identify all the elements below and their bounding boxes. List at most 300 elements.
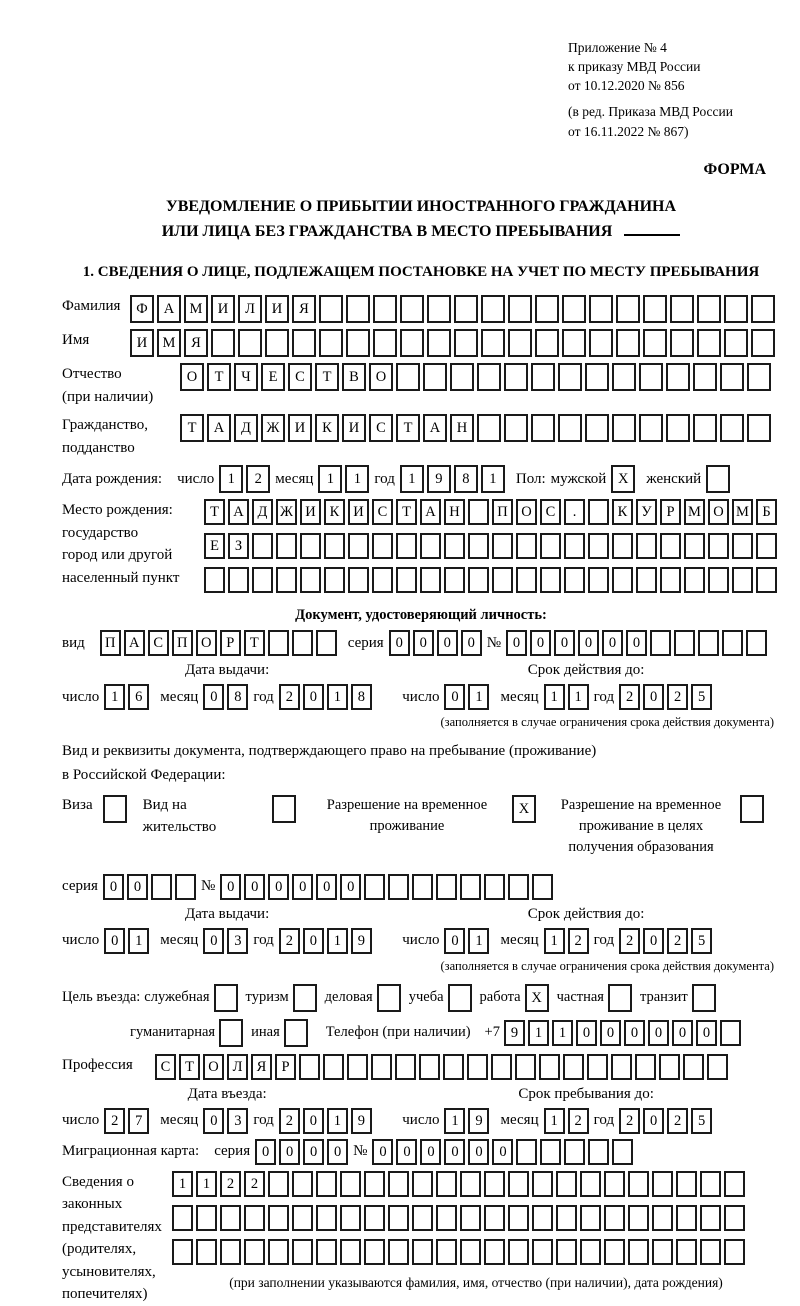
char-box (388, 1239, 409, 1265)
purpose-transit-checkbox[interactable] (692, 984, 716, 1012)
purpose-private-checkbox[interactable] (608, 984, 632, 1012)
birth-place-boxes (204, 499, 780, 601)
char-box: 0 (396, 1139, 417, 1165)
day-label: число (402, 688, 440, 705)
series-label: серия (214, 1143, 251, 1160)
char-box: 1 (468, 928, 489, 954)
char-box (211, 329, 235, 357)
char-box (558, 363, 582, 391)
char-box (612, 1139, 633, 1165)
representatives-label-line: попечителях) (62, 1286, 148, 1303)
year-label: год (593, 1112, 615, 1129)
day-label: число (402, 932, 440, 949)
birth-month-boxes[interactable] (318, 465, 369, 493)
representatives-boxes-row1[interactable] (172, 1171, 745, 1197)
char-box (412, 874, 433, 900)
appendix-line: от 10.12.2020 № 856 (568, 78, 685, 94)
char-box (516, 567, 537, 593)
char-box (292, 1205, 313, 1231)
appendix-line: к приказу МВД России (568, 59, 701, 75)
birth-year-boxes[interactable] (400, 465, 505, 493)
migration-number-boxes[interactable] (372, 1139, 633, 1165)
representatives-label-line: законных (62, 1196, 123, 1213)
char-box (427, 295, 451, 323)
purpose-private-label: частная (556, 989, 604, 1006)
char-box: Т (396, 414, 420, 442)
char-box (628, 1171, 649, 1197)
identity-doc-row (62, 630, 780, 656)
char-box: 2 (619, 928, 640, 954)
residence-doc-options (62, 795, 780, 858)
identity-expiry-day-boxes[interactable] (444, 684, 489, 710)
char-box: К (324, 499, 345, 525)
identity-expiry-month-boxes[interactable] (544, 684, 589, 710)
representatives-row (62, 1171, 780, 1306)
char-box (508, 1171, 529, 1197)
char-box (400, 329, 424, 357)
char-box: С (288, 363, 312, 391)
char-box: К (315, 414, 339, 442)
char-box: Л (238, 295, 262, 323)
visa-checkbox[interactable] (103, 795, 127, 823)
char-box: 9 (427, 465, 451, 493)
char-box (388, 1205, 409, 1231)
identity-issue-month-boxes[interactable] (203, 684, 248, 710)
char-box: 2 (667, 684, 688, 710)
char-box (635, 1054, 656, 1080)
migration-series-boxes[interactable] (255, 1139, 348, 1165)
char-box: И (348, 499, 369, 525)
char-box (508, 1239, 529, 1265)
identity-issue-year-boxes[interactable] (279, 684, 372, 710)
purpose-work-label: работа (479, 989, 521, 1006)
char-box (707, 1054, 728, 1080)
char-box: 0 (104, 928, 125, 954)
char-box (747, 414, 771, 442)
residence-permit-checkbox[interactable] (272, 795, 296, 823)
month-label: месяц (160, 932, 199, 949)
char-box (587, 1054, 608, 1080)
char-box: 0 (303, 928, 324, 954)
representatives-label-line: усыновителях, (62, 1263, 156, 1280)
char-box (268, 1239, 289, 1265)
char-box (323, 1054, 344, 1080)
residence-expiry-month-boxes[interactable] (544, 928, 589, 954)
temp-residence-label: Разрешение на временное проживание (326, 796, 488, 834)
stay-until-heading: Срок пребывания до: (518, 1085, 654, 1102)
char-box (436, 1205, 457, 1231)
char-box: Н (450, 414, 474, 442)
stay-until-date (392, 1108, 780, 1134)
identity-issue-day-boxes[interactable] (104, 684, 149, 710)
char-box (720, 363, 744, 391)
char-box: П (492, 499, 513, 525)
char-box (636, 567, 657, 593)
residence-issue-day-boxes[interactable] (104, 928, 149, 954)
char-box: 0 (576, 1020, 597, 1046)
visa-label: Виза (62, 796, 93, 813)
char-box: 0 (372, 1139, 393, 1165)
birth-day-boxes[interactable] (219, 465, 270, 493)
identity-series-boxes[interactable] (389, 630, 482, 656)
identity-doc-heading: Документ, удостоверяющий личность: (295, 607, 547, 624)
citizenship-label (62, 414, 180, 459)
char-box: 1 (528, 1020, 549, 1046)
char-box: 0 (220, 874, 241, 900)
char-box: Ф (130, 295, 154, 323)
char-box: 0 (461, 630, 482, 656)
char-box (276, 533, 297, 559)
char-box (676, 1205, 697, 1231)
char-box (611, 1054, 632, 1080)
char-box: 5 (691, 928, 712, 954)
char-box (660, 567, 681, 593)
residence-series-boxes[interactable] (103, 874, 196, 900)
char-box: Р (660, 499, 681, 525)
char-box (316, 1239, 337, 1265)
char-box (412, 1239, 433, 1265)
char-box (252, 567, 273, 593)
char-box (756, 567, 777, 593)
char-box (484, 1239, 505, 1265)
char-box (420, 567, 441, 593)
char-box: М (732, 499, 753, 525)
month-label: месяц (160, 688, 199, 705)
identity-number-boxes[interactable] (506, 630, 767, 656)
residence-expiry-year-boxes[interactable] (619, 928, 712, 954)
char-box (652, 1205, 673, 1231)
expiry-date-heading: Срок действия до: (527, 905, 645, 922)
phone-prefix: +7 (484, 1024, 500, 1041)
char-box (395, 1054, 416, 1080)
char-box: 0 (643, 928, 664, 954)
char-box: 2 (667, 928, 688, 954)
residence-expiry-day-boxes[interactable] (444, 928, 489, 954)
char-box (732, 567, 753, 593)
char-box: 0 (413, 630, 434, 656)
char-box (751, 329, 775, 357)
char-box: Р (275, 1054, 296, 1080)
title-number-blank[interactable] (624, 221, 680, 236)
char-box: 7 (128, 1108, 149, 1134)
char-box (300, 567, 321, 593)
char-box (276, 567, 297, 593)
char-box (652, 1171, 673, 1197)
char-box: М (184, 295, 208, 323)
char-box (172, 1205, 193, 1231)
char-box (396, 533, 417, 559)
stay-day-boxes[interactable] (444, 1108, 489, 1134)
char-box: 0 (327, 1139, 348, 1165)
char-box (532, 1171, 553, 1197)
char-box: 9 (468, 1108, 489, 1134)
day-label: число (177, 470, 215, 487)
form-title-line1: УВЕДОМЛЕНИЕ О ПРИБЫТИИ ИНОСТРАННОГО ГРАЖДАНИНА (165, 197, 677, 215)
char-box (151, 874, 172, 900)
identity-kind-label: вид (62, 634, 85, 651)
char-box: З (228, 533, 249, 559)
char-box: 2 (104, 1108, 125, 1134)
char-box: 0 (303, 1139, 324, 1165)
char-box (477, 363, 501, 391)
char-box: 2 (619, 684, 640, 710)
char-box (589, 329, 613, 357)
char-box (346, 329, 370, 357)
birth-place-label-line: Место рождения: (62, 502, 173, 519)
char-box (450, 363, 474, 391)
char-box (252, 533, 273, 559)
entry-date-heading: Дата въезда: (187, 1085, 267, 1102)
number-label: № (200, 878, 216, 895)
char-box: 8 (454, 465, 478, 493)
char-box: 2 (279, 928, 300, 954)
sex-label: Пол: (515, 470, 546, 487)
char-box: 1 (400, 465, 424, 493)
char-box (228, 567, 249, 593)
month-label: месяц (275, 470, 314, 487)
char-box: 3 (227, 1108, 248, 1134)
char-box: Е (204, 533, 225, 559)
char-box: 0 (255, 1139, 276, 1165)
char-box: 0 (602, 630, 623, 656)
char-box: 0 (340, 874, 361, 900)
char-box (268, 1171, 289, 1197)
sex-male-checkbox[interactable]: X (611, 465, 635, 493)
section1-heading: 1. СВЕДЕНИЯ О ЛИЦЕ, ПОДЛЕЖАЩЕМ ПОСТАНОВКЕ НА УЧЕТ ПО МЕСТУ ПРЕБЫВАНИЯ (82, 264, 760, 281)
revision-line: (в ред. Приказа МВД России (568, 104, 733, 120)
char-box (468, 533, 489, 559)
temp-residence-edu-checkbox[interactable] (740, 795, 764, 823)
char-box (516, 1139, 537, 1165)
representatives-boxes-row2[interactable] (172, 1205, 745, 1231)
char-box (540, 567, 561, 593)
month-label: месяц (500, 688, 539, 705)
char-box (636, 533, 657, 559)
char-box: В (342, 363, 366, 391)
char-box (373, 295, 397, 323)
char-box (508, 1205, 529, 1231)
birth-place-boxes-row1[interactable] (204, 499, 777, 525)
char-box (604, 1171, 625, 1197)
char-box: С (148, 630, 169, 656)
char-box: 1 (327, 684, 348, 710)
citizenship-boxes[interactable] (180, 414, 771, 442)
char-box: 0 (203, 684, 224, 710)
char-box (700, 1171, 721, 1197)
char-box (372, 533, 393, 559)
entry-month-boxes[interactable] (203, 1108, 248, 1134)
char-box (670, 295, 694, 323)
char-box: С (369, 414, 393, 442)
char-box: 3 (227, 928, 248, 954)
number-label: № (353, 1143, 368, 1160)
purpose-work-checkbox[interactable]: X (525, 984, 549, 1012)
profession-row (62, 1054, 780, 1080)
char-box (340, 1171, 361, 1197)
char-box (532, 1205, 553, 1231)
birth-place-label-line: государство (62, 524, 139, 541)
char-box (419, 1054, 440, 1080)
char-box: 0 (696, 1020, 717, 1046)
char-box (676, 1171, 697, 1197)
sex-female-checkbox[interactable] (706, 465, 730, 493)
char-box (659, 1054, 680, 1080)
profession-boxes[interactable] (155, 1054, 728, 1080)
purpose-humanitarian-checkbox[interactable] (219, 1019, 243, 1047)
char-box: 1 (219, 465, 243, 493)
char-box (684, 533, 705, 559)
char-box: Р (220, 630, 241, 656)
purpose-study-checkbox[interactable] (448, 984, 472, 1012)
char-box: 2 (246, 465, 270, 493)
purpose-other-checkbox[interactable] (284, 1019, 308, 1047)
char-box (585, 363, 609, 391)
char-box: М (157, 329, 181, 357)
series-label: серия (62, 878, 98, 895)
char-box: Д (234, 414, 258, 442)
char-box: 8 (351, 684, 372, 710)
char-box: 1 (327, 1108, 348, 1134)
patronymic-label-line1: Отчество (62, 366, 122, 383)
patronymic-row (62, 363, 780, 408)
char-box (396, 363, 420, 391)
char-box (532, 874, 553, 900)
char-box (412, 1171, 433, 1197)
purpose-tourism-checkbox[interactable] (293, 984, 317, 1012)
birth-place-boxes-row3[interactable] (204, 567, 777, 593)
char-box (746, 630, 767, 656)
char-box (515, 1054, 536, 1080)
temp-residence-checkbox[interactable]: X (512, 795, 536, 823)
char-box: 1 (544, 928, 565, 954)
char-box (535, 329, 559, 357)
char-box: И (300, 499, 321, 525)
purpose-official-checkbox[interactable] (214, 984, 238, 1012)
char-box: 9 (351, 1108, 372, 1134)
char-box: Я (251, 1054, 272, 1080)
char-box (196, 1239, 217, 1265)
year-label: год (253, 932, 274, 949)
char-box (588, 499, 609, 525)
char-box: И (211, 295, 235, 323)
given-name-boxes[interactable] (130, 329, 775, 357)
char-box: 2 (619, 1108, 640, 1134)
char-box (612, 414, 636, 442)
purpose-row-2 (130, 1019, 780, 1047)
year-label: год (253, 688, 274, 705)
char-box: 1 (568, 684, 589, 710)
char-box (268, 630, 289, 656)
birth-place-boxes-row2[interactable] (204, 533, 777, 559)
char-box (484, 1171, 505, 1197)
patronymic-label (62, 363, 180, 408)
residence-expiry-date (392, 928, 780, 954)
char-box (436, 1239, 457, 1265)
char-box: 0 (203, 1108, 224, 1134)
residence-issue-year-boxes[interactable] (279, 928, 372, 954)
char-box (454, 329, 478, 357)
char-box (580, 1239, 601, 1265)
purpose-business-checkbox[interactable] (377, 984, 401, 1012)
char-box (652, 1239, 673, 1265)
char-box (539, 1054, 560, 1080)
char-box (443, 1054, 464, 1080)
entry-day-boxes[interactable] (104, 1108, 149, 1134)
birth-place-row (62, 499, 780, 601)
char-box (388, 1171, 409, 1197)
day-label: число (62, 932, 100, 949)
char-box (724, 1205, 745, 1231)
char-box (292, 630, 313, 656)
char-box: 0 (506, 630, 527, 656)
char-box (684, 567, 705, 593)
char-box: 0 (103, 874, 124, 900)
patronymic-boxes[interactable] (180, 363, 771, 391)
char-box: А (207, 414, 231, 442)
char-box (588, 567, 609, 593)
temp-residence-edu-label: Разрешение на временное проживание в целях получения образования (560, 796, 722, 855)
char-box: М (684, 499, 705, 525)
char-box (650, 630, 671, 656)
residence-number-boxes[interactable] (220, 874, 553, 900)
char-box (660, 533, 681, 559)
representatives-boxes (172, 1171, 780, 1291)
purpose-transit-label: транзит (639, 989, 688, 1006)
surname-boxes[interactable] (130, 295, 775, 323)
char-box: Б (756, 499, 777, 525)
char-box (562, 329, 586, 357)
char-box (196, 1205, 217, 1231)
char-box (460, 1171, 481, 1197)
char-box: Т (179, 1054, 200, 1080)
char-box (292, 1239, 313, 1265)
char-box: О (180, 363, 204, 391)
char-box: 0 (279, 1139, 300, 1165)
char-box (612, 567, 633, 593)
purpose-study-label: учеба (408, 989, 444, 1006)
phone-boxes[interactable] (504, 1020, 741, 1046)
char-box (319, 329, 343, 357)
residence-permit-label: Вид на жительство (142, 796, 217, 835)
char-box: К (612, 499, 633, 525)
char-box (585, 414, 609, 442)
char-box (676, 1239, 697, 1265)
entry-year-boxes[interactable] (279, 1108, 372, 1134)
char-box: 0 (530, 630, 551, 656)
char-box (697, 295, 721, 323)
char-box: 2 (279, 1108, 300, 1134)
residence-issue-month-boxes[interactable] (203, 928, 248, 954)
char-box (244, 1205, 265, 1231)
stay-year-boxes[interactable] (619, 1108, 712, 1134)
char-box: 0 (578, 630, 599, 656)
entry-dates (62, 1108, 780, 1134)
char-box (412, 1205, 433, 1231)
char-box: 2 (244, 1171, 265, 1197)
char-box (319, 295, 343, 323)
residence-doc-intro-line2: в Российской Федерации: (62, 766, 226, 783)
char-box: А (124, 630, 145, 656)
identity-expiry-year-boxes[interactable] (619, 684, 712, 710)
char-box (175, 874, 196, 900)
purpose-humanitarian-label: гуманитарная (130, 1024, 216, 1041)
entry-date (62, 1108, 392, 1134)
given-name-row (62, 329, 780, 357)
char-box: . (564, 499, 585, 525)
representatives-boxes-row3[interactable] (172, 1239, 745, 1265)
identity-kind-boxes[interactable] (100, 630, 337, 656)
stay-month-boxes[interactable] (544, 1108, 589, 1134)
